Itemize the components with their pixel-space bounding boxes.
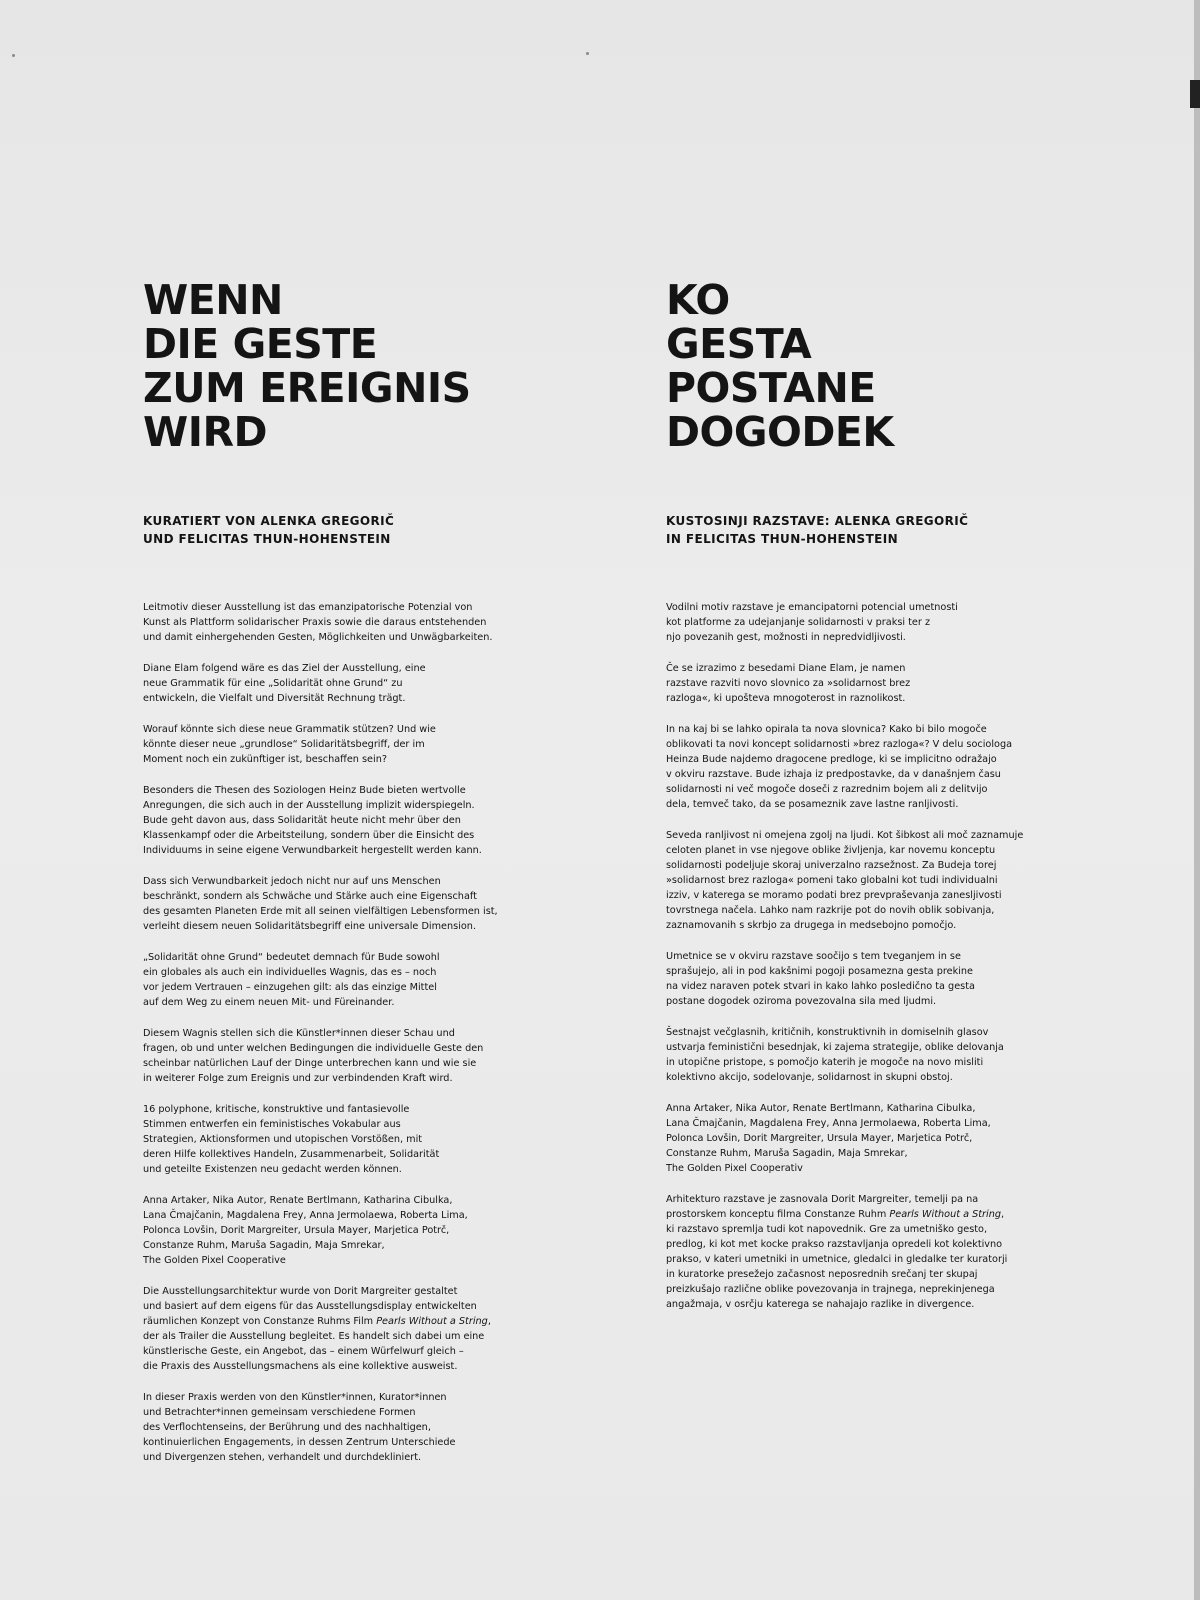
slovenian-arch-text-after: , ki razstavo spremlja tudi kot napovednik. Gre za umetniško gesto, predlog, ki kot met kocke prakso razstavljanja opredeli kot kolektivno prakso, v kateri umetniki in umetnice, gledalci in gledalke ter kuratorji in kuratorke presežejo začasnost neposrednih srečanj ter skupaj preizkušajo različne oblike povezovanja in trajnega, neprekinjenega angažmaja, v osrčju katerega se nahajajo razlike in divergence. <box>666 1209 1008 1310</box>
german-paragraph: Besonders die Thesen des Soziologen Heinz Bude bieten wertvolle Anregungen, die sich auch in der Ausstellung implizit widerspiegeln. Bude geht davon aus, dass Solidarität heute nicht mehr über den Klassenkampf oder die Arbeitsteilung, sondern über die Einsicht des Individuums in seine eigene Verwundbarkeit hergestellt werden kann. <box>143 785 482 856</box>
german-paragraph: 16 polyphone, kritische, konstruktive und fantasievolle Stimmen entwerfen ein feministisches Vokabular aus Strategien, Aktionsformen und utopischen Vorstößen, mit deren Hilfe kollektives Handeln, Zusammenarbeit, Solidarität und geteilte Existenzen neu gedacht werden können. <box>143 1104 440 1175</box>
german-artist-list: Anna Artaker, Nika Autor, Renate Bertlmann, Katharina Cibulka, Lana Čmajčanin, Magdalena Frey, Anna Jermolaewa, Roberta Lima, Polonca Lovšin, Dorit Margreiter, Ursula Mayer, Marjetica Potrč, Constanze Ruhm, Maruša Sagadin, Maja Smrekar, The Golden Pixel Cooperative <box>143 1195 468 1266</box>
slovenian-paragraph: Če se izrazimo z besedami Diane Elam, je namen razstave razviti novo slovnico za »solidarnost brez razloga«, ki upošteva mnogoterost in raznolikost. <box>666 663 911 704</box>
wall-edge-shadow <box>1194 0 1200 1600</box>
german-paragraph: Dass sich Verwundbarkeit jedoch nicht nur auf uns Menschen beschränkt, sondern als Schwäche und Stärke auch eine Eigenschaft des gesamten Planeten Erde mit all seinen vielfältigen Lebensformen ist, verleiht diesem neuen Solidaritätsbegriff eine universale Dimension. <box>143 876 498 932</box>
wall-dot <box>12 54 15 57</box>
wall-dot <box>586 52 589 55</box>
slovenian-curator-credit: KUSTOSINJI RAZSTAVE: ALENKA GREGORIČ IN FELICITAS THUN-HOHENSTEIN <box>666 514 969 546</box>
german-body <box>143 600 613 1465</box>
slovenian-column <box>666 278 1136 1328</box>
german-curator-credit: KURATIERT VON ALENKA GREGORIČ UND FELICITAS THUN-HOHENSTEIN <box>143 514 395 546</box>
slovenian-paragraph: In na kaj bi se lahko opirala ta nova slovnica? Kako bi bilo mogoče oblikovati ta novi koncept solidarnosti »brez razloga«? V delu sociologa Heinza Bude najdemo dragocene predloge, ki se implicitno odražajo v okviru razstave. Bude izhaja iz predpostavke, da v današnjem času solidarnosti ni več mogoče doseči z razrednim bojem ali z delitvijo dela, temveč tako, da se posameznik zave lastne ranljivosti. <box>666 724 1013 810</box>
german-paragraph: Leitmotiv dieser Ausstellung ist das emanzipatorische Potenzial von Kunst als Plattform solidarischer Praxis sowie die daraus entstehenden und damit einhergehenden Gesten, Möglichkeiten und Unwägbarkeiten. <box>143 602 493 643</box>
german-arch-text-before: Die Ausstellungsarchitektur wurde von Dorit Margreiter gestaltet und basiert auf dem eigens für das Ausstellungsdisplay entwickelten räumlichen Konzept von Constanze Ruhms Film <box>143 1286 477 1327</box>
german-closing-paragraph: In dieser Praxis werden von den Künstler*innen, Kurator*innen und Betrachter*innen gemeinsam verschiedene Formen des Verflochtenseins, der Berührung und des nachhaltigen, kontinuierlichen Engagements, in dessen Zentrum Unterschiede und Divergenzen stehen, verhandelt und durchdekliniert. <box>143 1392 456 1463</box>
edge-mark <box>1190 80 1200 108</box>
german-paragraph: Diesem Wagnis stellen sich die Künstler*innen dieser Schau und fragen, ob und unter welchen Bedingungen die individuelle Geste den scheinbar natürlichen Lauf der Dinge unterbrechen kann und wie sie in weiterer Folge zum Ereignis und zur verbindenden Kraft wird. <box>143 1028 484 1084</box>
slovenian-paragraph: Seveda ranljivost ni omejena zgolj na ljudi. Kot šibkost ali moč zaznamuje celoten planet in vse njegove oblike življenja, kar novemu konceptu solidarnosti podeljuje skoraj univerzalno razsežnost. Za Budeja torej »solidarnost brez razloga« pomeni tako globalni kot tudi individualni izziv, v katerega se moramo podati brez prevpraševanja zanesljivosti tovrstnega načela. Lahko nam razkrije pot do novih oblik sobivanja, zaznamovanih s skrbjo za drugega in medsebojno pomočjo. <box>666 830 1024 931</box>
slovenian-arch-text-before: Arhitekturo razstave je zasnovala Dorit Margreiter, temelji pa na prostorskem konceptu filma Constanze Ruhm <box>666 1194 979 1220</box>
german-column <box>143 278 613 1481</box>
german-title: WENN DIE GESTE ZUM EREIGNIS WIRD <box>143 276 471 456</box>
slovenian-architecture-paragraph <box>666 1192 1136 1312</box>
german-paragraph: Worauf könnte sich diese neue Grammatik stützen? Und wie könnte dieser neue „grundlose“ Solidaritätsbegriff, der im Moment noch ein zukünftiger ist, beschaffen sein? <box>143 724 436 765</box>
slovenian-title: KO GESTA POSTANE DOGODEK <box>666 276 894 456</box>
slovenian-paragraph: Vodilni motiv razstave je emancipatorni potencial umetnosti kot platforme za udejanjanje solidarnosti v praksi ter z njo povezanih gest, možnosti in nepredvidljivosti. <box>666 602 958 643</box>
slovenian-body <box>666 600 1136 1312</box>
german-film-title: Pearls Without a String <box>376 1316 488 1327</box>
slovenian-artist-list: Anna Artaker, Nika Autor, Renate Bertlmann, Katharina Cibulka, Lana Čmajčanin, Magdalena Frey, Anna Jermolaewa, Roberta Lima, Polonca Lovšin, Dorit Margreiter, Ursula Mayer, Marjetica Potrč, Constanze Ruhm, Maruša Sagadin, Maja Smrekar, The Golden Pixel Cooperativ <box>666 1103 991 1174</box>
german-paragraph: Diane Elam folgend wäre es das Ziel der Ausstellung, eine neue Grammatik für eine „Solidarität ohne Grund“ zu entwickeln, die Vielfalt und Diversität Rechnung trägt. <box>143 663 426 704</box>
german-arch-text-after: , der als Trailer die Ausstellung begleitet. Es handelt sich dabei um eine künstlerische Geste, ein Angebot, das – einem Würfelwurf gleich – die Praxis des Ausstellungsmachens als eine kollektive ausweist. <box>143 1316 491 1372</box>
german-paragraph: „Solidarität ohne Grund“ bedeutet demnach für Bude sowohl ein globales als auch ein individuelles Wagnis, das es – noch vor jedem Vertrauen – einzugehen gilt: als das einzige Mittel auf dem Weg zu einem neuen Mit- und Füreinander. <box>143 952 440 1008</box>
slovenian-paragraph: Umetnice se v okviru razstave soočijo s tem tveganjem in se sprašujejo, ali in pod kakšnimi pogoji posamezna gesta prekine na videz naraven potek stvari in kako lahko posledično ta gesta postane dogodek oziroma povezovalna sila med ljudmi. <box>666 951 975 1007</box>
slovenian-film-title: Pearls Without a String <box>889 1209 1002 1220</box>
slovenian-paragraph: Šestnajst večglasnih, kritičnih, konstruktivnih in domiselnih glasov ustvarja feministični besednjak, ki zajema strategije, oblike delovanja in utopične pristope, s pomočjo katerih je mogoče na novo misliti kolektivno akcijo, sodelovanje, solidarnost in skupni obstoj. <box>666 1027 1004 1083</box>
german-architecture-paragraph <box>143 1284 613 1374</box>
